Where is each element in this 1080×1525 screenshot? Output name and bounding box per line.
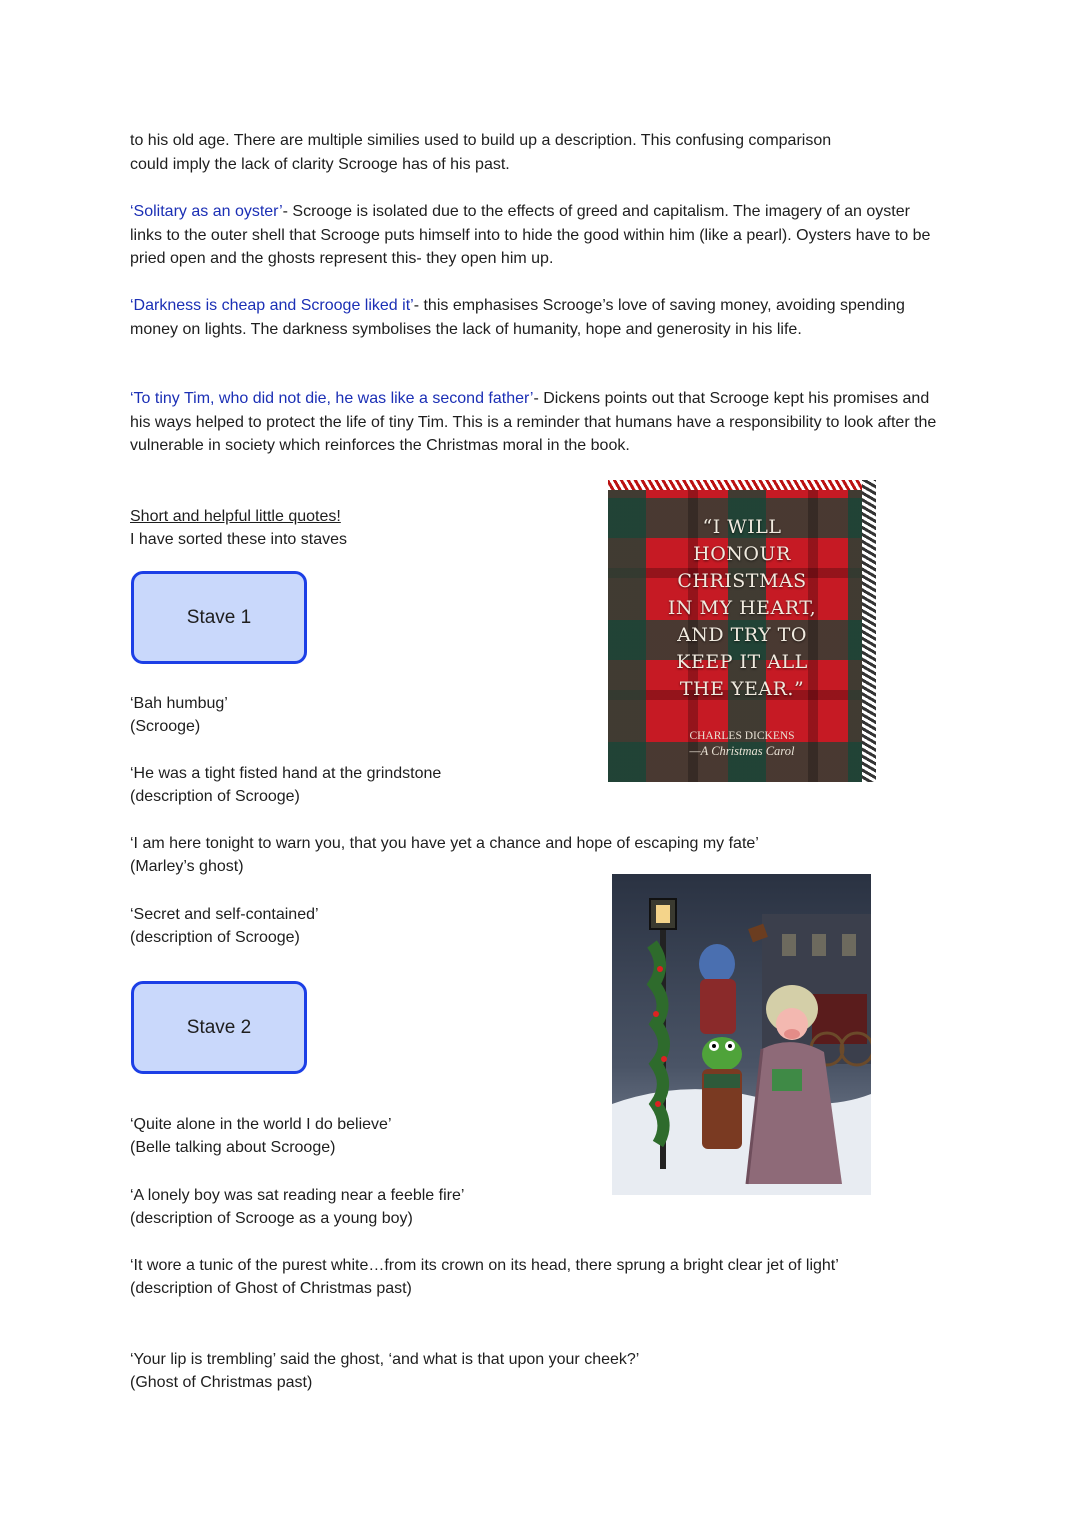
tartan-border-stripe: [608, 480, 876, 490]
tartan-line: KEEP IT ALL: [676, 651, 808, 673]
tartan-work: —A Christmas Carol: [689, 744, 795, 758]
stave-2-box: [131, 981, 307, 1074]
quote-lonely-boy: [130, 1184, 464, 1230]
quote-speaker: (description of Ghost of Christmas past): [130, 1280, 412, 1297]
analysis-comment: - Dickens points out that Scrooge kept his promises and his ways helped to protect the life of tiny Tim. This is a reminder that humans have a responsibility to look after the vulnerable in society which reinforces the Christmas moral in the book.: [130, 390, 937, 454]
stave-1-box: [131, 571, 307, 664]
quote-secret-self-contained: [130, 903, 319, 949]
quote-text: ‘Quite alone in the world I do believe’: [130, 1116, 392, 1133]
quote-grindstone: [130, 762, 441, 808]
quote-quite-alone: [130, 1113, 392, 1159]
tartan-line: THE YEAR.”: [679, 678, 805, 700]
quote-text: ‘I am here tonight to warn you, that you have yet a chance and hope of escaping my fate’: [130, 835, 759, 852]
quote-speaker: (Scrooge): [130, 718, 201, 735]
quote-text: ‘He was a tight fisted hand at the grindstone: [130, 765, 442, 782]
analysis-quote: ‘Darkness is cheap and Scrooge liked it’: [130, 297, 414, 314]
quote-lip-trembling: [130, 1348, 639, 1394]
quote-speaker: (description of Scrooge): [130, 788, 300, 805]
stave-label: Stave 1: [186, 606, 252, 628]
tartan-line: “I WILL: [702, 516, 782, 538]
analysis-comment: - this emphasises Scrooge’s love of saving money, avoiding spending money on lights. The darkness symbolises the lack of humanity, hope and generosity in his life.: [130, 297, 905, 338]
tartan-line: CHRISTMAS: [677, 570, 807, 592]
quote-speaker: (description of Scrooge): [130, 929, 300, 946]
quote-speaker: (description of Scrooge as a young boy): [130, 1210, 413, 1227]
intro-line: could imply the lack of clarity Scrooge has of his past.: [130, 155, 510, 173]
analysis-darkness: [130, 294, 940, 341]
intro-paragraph: [130, 129, 940, 176]
quote-text: ‘Secret and self-contained’: [130, 906, 319, 923]
tartan-line: IN MY HEART,: [667, 597, 817, 619]
quote-text: ‘It wore a tunic of the purest white…from its crown on its head, there sprung a bright clear jet of light’: [130, 1257, 839, 1274]
quotes-heading: Short and helpful little quotes!: [130, 508, 341, 525]
stave-label: Stave 2: [186, 1016, 252, 1038]
tartan-author: CHARLES DICKENS: [689, 730, 795, 742]
quote-speaker: (Ghost of Christmas past): [130, 1374, 313, 1391]
quote-text: ‘Your lip is trembling’ said the ghost, ‘and what is that upon your cheek?’: [130, 1351, 640, 1368]
quote-marley-warning: [130, 832, 759, 878]
tartan-line: HONOUR: [693, 543, 791, 565]
analysis-comment: - Scrooge is isolated due to the effects of greed and capitalism. The imagery of an oyster links to the outer shell that Scrooge puts himself into to hide the good within him (like a pearl). Oysters have to be pried open and the ghosts represent this- they open him up.: [130, 203, 931, 267]
analysis-quote: ‘Solitary as an oyster’: [130, 203, 283, 220]
analysis-oyster: [130, 200, 940, 271]
quote-text: ‘Bah humbug’: [130, 695, 228, 712]
quote-bah-humbug: [130, 692, 228, 738]
tartan-quote-image: [608, 480, 876, 782]
quote-speaker: (Belle talking about Scrooge): [130, 1139, 336, 1156]
analysis-quote: ‘To tiny Tim, who did not die, he was like a second father’: [130, 390, 534, 407]
quote-speaker: (Marley’s ghost): [130, 858, 244, 875]
tartan-quote-text: [608, 514, 876, 703]
tartan-attribution: [608, 729, 876, 760]
muppet-christmas-carol-photo: [612, 874, 871, 1195]
photo-illustration: [612, 874, 871, 1195]
analysis-tiny-tim: [130, 387, 940, 458]
quotes-subheading: I have sorted these into staves: [130, 531, 348, 548]
quote-tunic-white: [130, 1254, 839, 1300]
intro-line: to his old age. There are multiple similies used to build up a description. This confusing comparison: [130, 132, 832, 149]
quote-text: ‘A lonely boy was sat reading near a feeble fire’: [130, 1187, 465, 1204]
tartan-line: AND TRY TO: [677, 624, 807, 646]
